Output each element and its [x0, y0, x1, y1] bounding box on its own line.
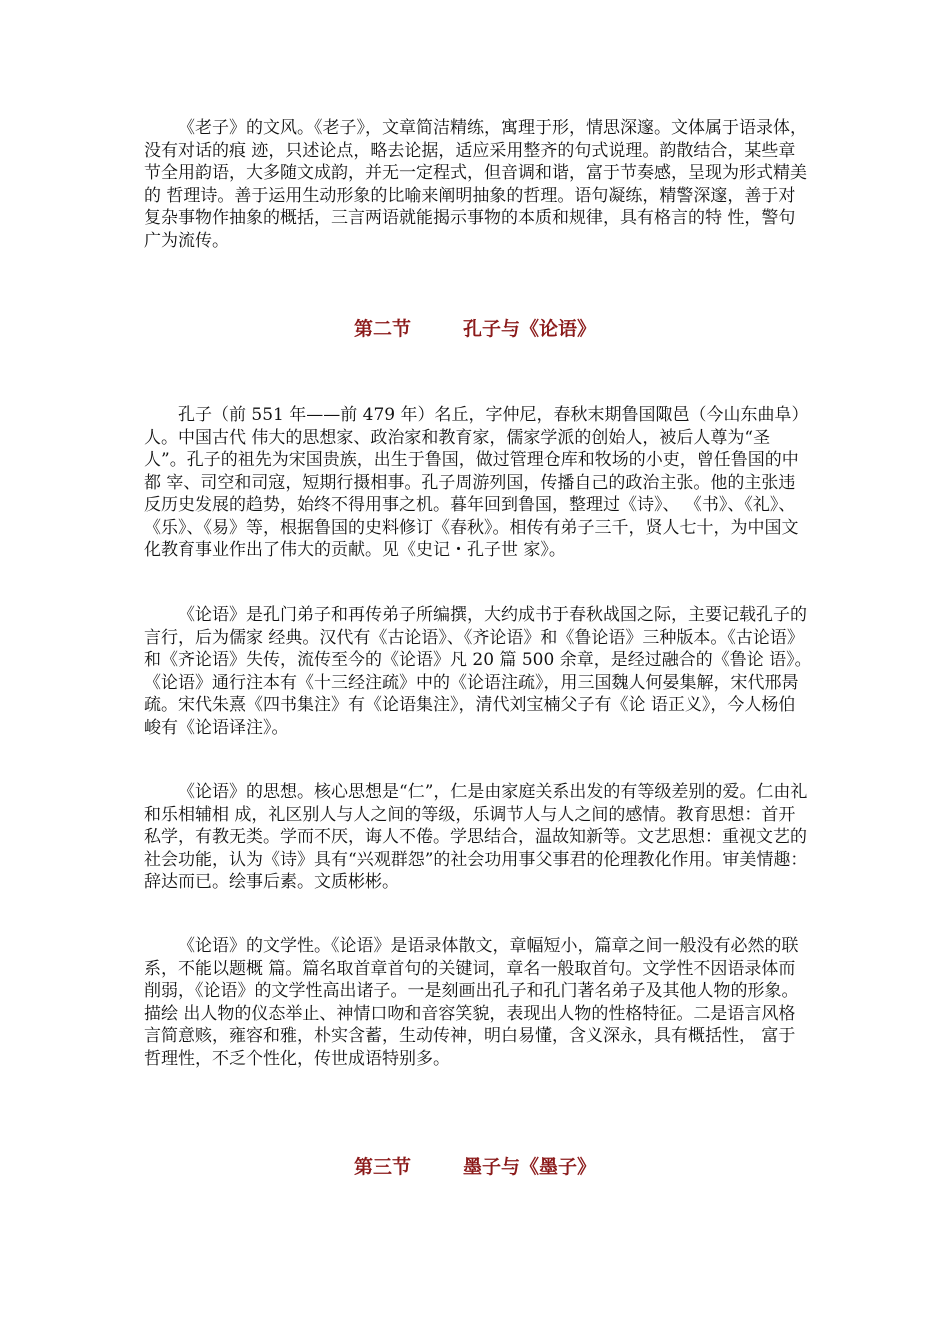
paragraph-lunyu-thought: 《论语》的思想。核心思想是“仁”，仁是由家庭关系出发的有等级差别的爱。仁由礼和乐相辅相 成，礼区别人与人之间的等级，乐调节人与人之间的感情。教育思想：首开私学，有教无类。学而不厌，诲人不倦。学思结合，温故知新等。文艺思想：重视文艺的 社会功能，认为《诗》具有“兴观群怨”的社会功用事父事君的伦理教化作用。审美情趣：辞达而已。绘事后素。文质彬彬。 [144, 782, 808, 892]
paragraph-lunyu-literary: 《论语》的文学性。《论语》是语录体散文，章幅短小，篇章之间一般没有必然的联系，不能以题概 篇。篇名取首章首句的关键词，章名一般取首句。文学性不因语录体而削弱，《论语》的文学性高出诸子。一是刻画出孔子和孔门著名弟子及其他人物的形象。描绘 出人物的仪态举止、神情口吻和音容笑貌，表现出人物的性格特征。二是语言风格言简意赅，雍容和雅，朴实含蓄，生动传神，明白易懂，含义深永，具有概括性， 富于哲理性，不乏个性化，传世成语特别多。 [144, 936, 799, 1069]
section-heading-mozi [0, 1152, 950, 1179]
section-title: 墨子与《墨子》 [463, 1156, 597, 1178]
section-number: 第二节 [353, 318, 411, 340]
section-number: 第三节 [353, 1156, 411, 1178]
paragraph-lunyu-compilation: 《论语》是孔门弟子和再传弟子所编撰，大约成书于春秋战国之际，主要记载孔子的言行，后为儒家 经典。汉代有《古论语》、《齐论语》和《鲁论语》三种版本。《古论语》和《齐论语》失传，流传至今的《论语》凡 20 篇 500 余章，是经过融合的《鲁论 语》。《论语》通行注本有《十三经注疏》中的《论语注疏》，用三国魏人何晏集解，宋代邢昺疏。宋代朱熹《四书集注》有《论语集注》，清代刘宝楠父子有《论 语正义》，今人杨伯峻有《论语译注》。 [144, 605, 812, 738]
section-title: 孔子与《论语》 [463, 318, 597, 340]
paragraph-laozi-style: 《老子》的文风。《老子》，文章简洁精练，寓理于形，情思深邃。文体属于语录体，没有对话的痕 迹，只述论点，略去论据，适应采用整齐的句式说理。韵散结合，某些章节全用韵语，大多随文成韵，并无一定程式，但音调和谐，富于节奏感，呈现为形式精美的 哲理诗。善于运用生动形象的比喻来阐明抽象的哲理。语句凝练，精警深邃，善于对复杂事物作抽象的概括，三言两语就能揭示事物的本质和规律，具有格言的特 性，警句广为流传。 [144, 118, 807, 251]
section-heading-confucius [0, 314, 950, 341]
paragraph-confucius-bio: 孔子（前 551 年——前 479 年）名丘，字仲尼，春秋末期鲁国陬邑（今山东曲阜）人。中国古代 伟大的思想家、政治家和教育家，儒家学派的创始人，被后人尊为“圣人”。孔子的祖先为宋国贵族，出生于鲁国，做过管理仓库和牧场的小吏，曾任鲁国的中都 宰、司空和司寇，短期行摄相事。孔子周游列国，传播自己的政治主张。他的主张违反历史发展的趋势，始终不得用事之机。暮年回到鲁国，整理过《诗》、 《书》、《礼》、《乐》、《易》等，根据鲁国的史料修订《春秋》。相传有弟子三千，贤人七十，为中国文化教育事业作出了伟大的贡献。见《史记・孔子世 家》。 [144, 405, 809, 560]
